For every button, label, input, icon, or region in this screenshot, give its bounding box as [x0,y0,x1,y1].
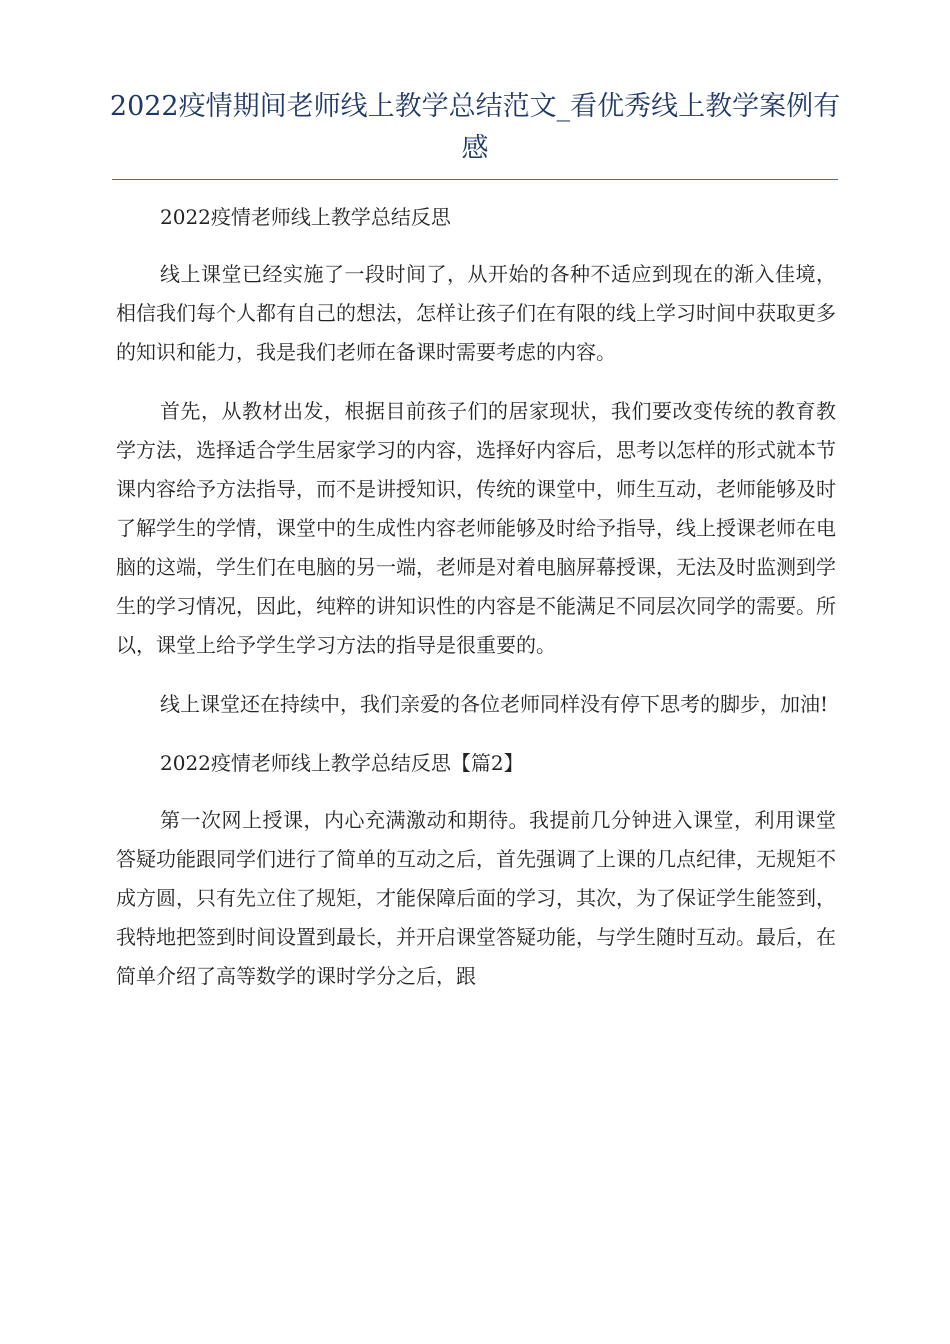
paragraph: 首先，从教材出发，根据目前孩子们的居家现状，我们要改变传统的教育教学方法，选择适合学生居家学习的内容，选择好内容后，思考以怎样的形式就本节课内容给予方法指导，而不是讲授知识，传统的课堂中，师生互动，老师能够及时了解学生的学情，课堂中的生成性内容老师能够及时给予指导，线上授课老师在电脑的这端，学生们在电脑的另一端，老师是对着电脑屏幕授课，无法及时监测到学生的学习情况，因此，纯粹的讲知识性的内容是不能满足不同层次同学的需要。所以，课堂上给予学生学习方法的指导是很重要的。 [116,399,836,657]
document-title: 2022疫情期间老师线上教学总结范文_看优秀线上教学案例有感 [109,91,841,164]
paragraph: 第一次网上授课，内心充满激动和期待。我提前几分钟进入课堂，利用课堂答疑功能跟同学们进行了简单的互动之后，首先强调了上课的几点纪律，无规矩不成方圆，只有先立住了规矩，才能保障后面的学习，其次，为了保证学生能签到，我特地把签到时间设置到最长，并开启课堂答疑功能，与学生随时互动。最后，在简单介绍了高等数学的课时学分之后，跟 [116,808,836,988]
paragraph: 线上课堂已经实施了一段时间了，从开始的各种不适应到现在的渐入佳境，相信我们每个人都有自己的想法，怎样让孩子们在有限的线上学习时间中获取更多的知识和能力，我是我们老师在备课时需要考虑的内容。 [116,262,836,364]
section-heading-2: 2022疫情老师线上教学总结反思【篇2】 [160,751,524,775]
title-divider [112,179,838,180]
section-heading-1: 2022疫情老师线上教学总结反思 [160,205,451,229]
document-body [116,198,836,1016]
paragraph: 线上课堂还在持续中，我们亲爱的各位老师同样没有停下思考的脚步，加油! [160,692,829,716]
